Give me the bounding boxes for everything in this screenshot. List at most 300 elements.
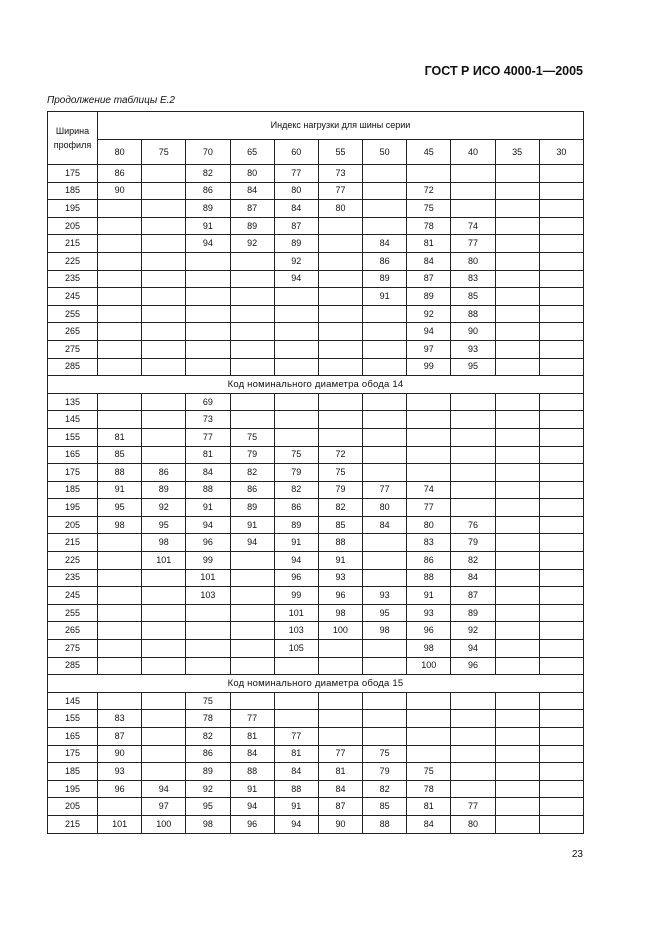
table-row xyxy=(48,516,584,534)
load-index-cell xyxy=(539,252,583,270)
load-index-cell: 82 xyxy=(363,780,407,798)
load-index-cell xyxy=(274,411,318,429)
load-index-cell: 89 xyxy=(274,235,318,253)
section-row xyxy=(48,376,584,394)
load-index-cell xyxy=(98,217,142,235)
load-index-cell xyxy=(451,710,495,728)
load-index-cell: 89 xyxy=(230,499,274,517)
load-index-cell: 87 xyxy=(407,270,451,288)
load-index-cell xyxy=(230,305,274,323)
load-index-cell xyxy=(495,499,539,517)
load-index-cell: 85 xyxy=(363,798,407,816)
load-index-cell xyxy=(539,728,583,746)
page-number: 23 xyxy=(571,849,583,860)
load-index-cell: 82 xyxy=(230,464,274,482)
load-index-cell: 82 xyxy=(318,499,362,517)
load-index-cell xyxy=(539,622,583,640)
load-index-cell: 87 xyxy=(274,217,318,235)
load-index-cell: 81 xyxy=(318,763,362,781)
load-index-cell xyxy=(142,165,186,183)
load-index-cell xyxy=(230,604,274,622)
load-index-cell: 82 xyxy=(186,165,230,183)
load-index-cell xyxy=(407,165,451,183)
load-index-cell: 79 xyxy=(451,534,495,552)
load-index-cell xyxy=(495,393,539,411)
series-header-cell: 45 xyxy=(407,139,451,164)
load-index-cell xyxy=(539,305,583,323)
series-header-row xyxy=(48,139,584,164)
table-caption: Продолжение таблицы Е.2 xyxy=(47,95,175,106)
load-index-cell: 80 xyxy=(274,182,318,200)
load-index-cell: 77 xyxy=(274,165,318,183)
load-index-cell xyxy=(142,728,186,746)
load-index-cell: 105 xyxy=(274,640,318,658)
load-index-cell xyxy=(142,217,186,235)
load-index-cell: 93 xyxy=(98,763,142,781)
load-index-cell xyxy=(363,323,407,341)
load-index-cell xyxy=(539,464,583,482)
load-index-cell xyxy=(539,780,583,798)
load-index-cell: 88 xyxy=(98,464,142,482)
profile-width-cell: 245 xyxy=(48,288,98,306)
load-index-cell xyxy=(539,393,583,411)
profile-width-cell: 285 xyxy=(48,657,98,675)
load-index-cell: 88 xyxy=(230,763,274,781)
load-index-cell: 72 xyxy=(318,446,362,464)
load-index-cell xyxy=(186,270,230,288)
load-index-cell: 99 xyxy=(274,587,318,605)
table-row xyxy=(48,200,584,218)
load-index-cell: 81 xyxy=(407,798,451,816)
load-index-cell: 88 xyxy=(451,305,495,323)
load-index-cell: 89 xyxy=(186,763,230,781)
load-index-cell: 86 xyxy=(186,182,230,200)
load-index-cell: 89 xyxy=(186,200,230,218)
load-index-cell xyxy=(363,710,407,728)
load-index-cell xyxy=(186,288,230,306)
table-row xyxy=(48,763,584,781)
profile-width-cell: 265 xyxy=(48,323,98,341)
profile-width-cell: 215 xyxy=(48,534,98,552)
load-index-cell: 73 xyxy=(186,411,230,429)
load-index-cell: 91 xyxy=(186,499,230,517)
load-index-cell: 95 xyxy=(186,798,230,816)
table-row xyxy=(48,587,584,605)
load-index-cell: 93 xyxy=(318,569,362,587)
profile-width-cell: 215 xyxy=(48,815,98,833)
load-index-cell: 91 xyxy=(274,798,318,816)
load-index-cell xyxy=(495,182,539,200)
load-index-cell: 92 xyxy=(451,622,495,640)
load-index-cell xyxy=(142,252,186,270)
load-index-cell xyxy=(495,446,539,464)
load-index-cell xyxy=(363,165,407,183)
load-index-cell xyxy=(318,358,362,376)
load-index-cell xyxy=(451,763,495,781)
load-index-cell xyxy=(539,165,583,183)
load-index-cell xyxy=(98,288,142,306)
table-row xyxy=(48,710,584,728)
table-row xyxy=(48,446,584,464)
table-row xyxy=(48,499,584,517)
load-index-cell xyxy=(539,340,583,358)
profile-width-cell: 185 xyxy=(48,182,98,200)
load-index-cell: 89 xyxy=(230,217,274,235)
load-index-cell: 72 xyxy=(407,182,451,200)
load-index-cell: 84 xyxy=(363,235,407,253)
load-index-cell: 81 xyxy=(186,446,230,464)
load-index-cell: 84 xyxy=(407,252,451,270)
load-index-cell xyxy=(363,358,407,376)
load-index-cell xyxy=(230,340,274,358)
load-index-cell: 87 xyxy=(451,587,495,605)
profile-width-cell: 195 xyxy=(48,200,98,218)
load-index-cell: 96 xyxy=(186,534,230,552)
load-index-cell xyxy=(363,393,407,411)
load-index-cell: 97 xyxy=(407,340,451,358)
load-index-cell xyxy=(539,358,583,376)
series-header-cell: 40 xyxy=(451,139,495,164)
table-row xyxy=(48,622,584,640)
load-index-cell: 79 xyxy=(274,464,318,482)
load-index-cell: 87 xyxy=(98,728,142,746)
load-index-cell: 77 xyxy=(274,728,318,746)
load-index-cell xyxy=(230,569,274,587)
profile-width-cell: 245 xyxy=(48,587,98,605)
load-index-cell xyxy=(142,411,186,429)
load-index-cell xyxy=(98,235,142,253)
load-index-cell xyxy=(230,270,274,288)
load-index-cell xyxy=(495,288,539,306)
profile-width-cell: 235 xyxy=(48,270,98,288)
load-index-cell xyxy=(539,569,583,587)
load-index-cell: 74 xyxy=(407,481,451,499)
load-index-cell xyxy=(539,481,583,499)
load-index-cell: 100 xyxy=(142,815,186,833)
load-index-cell xyxy=(363,428,407,446)
profile-width-cell: 285 xyxy=(48,358,98,376)
load-index-cell xyxy=(142,622,186,640)
load-index-cell: 75 xyxy=(186,692,230,710)
load-index-cell xyxy=(142,587,186,605)
load-index-cell: 93 xyxy=(451,340,495,358)
load-index-cell: 89 xyxy=(451,604,495,622)
load-index-cell xyxy=(363,411,407,429)
table-row xyxy=(48,252,584,270)
load-index-cell: 83 xyxy=(407,534,451,552)
load-index-cell xyxy=(495,428,539,446)
load-index-cell: 77 xyxy=(407,499,451,517)
load-index-cell xyxy=(451,411,495,429)
table-row xyxy=(48,815,584,833)
load-index-cell: 88 xyxy=(363,815,407,833)
load-index-cell xyxy=(495,235,539,253)
load-index-cell: 95 xyxy=(142,516,186,534)
load-index-cell: 74 xyxy=(451,217,495,235)
load-index-cell xyxy=(363,692,407,710)
load-index-cell xyxy=(539,587,583,605)
load-index-cell xyxy=(363,657,407,675)
load-index-cell: 82 xyxy=(186,728,230,746)
load-index-cell xyxy=(142,446,186,464)
load-index-cell xyxy=(142,393,186,411)
load-index-cell xyxy=(318,728,362,746)
load-index-cell xyxy=(230,657,274,675)
load-index-cell: 82 xyxy=(451,552,495,570)
table-row xyxy=(48,534,584,552)
profile-width-cell: 275 xyxy=(48,640,98,658)
load-index-cell xyxy=(363,217,407,235)
load-index-cell xyxy=(539,692,583,710)
load-index-cell: 94 xyxy=(274,815,318,833)
load-index-cell: 99 xyxy=(407,358,451,376)
load-index-cell xyxy=(495,165,539,183)
profile-width-cell: 185 xyxy=(48,481,98,499)
load-index-cell: 92 xyxy=(230,235,274,253)
load-index-cell xyxy=(98,252,142,270)
load-index-cell: 91 xyxy=(407,587,451,605)
load-index-cell xyxy=(230,622,274,640)
series-header-cell: 30 xyxy=(539,139,583,164)
load-index-cell xyxy=(495,657,539,675)
table-row xyxy=(48,640,584,658)
load-index-cell xyxy=(495,640,539,658)
table-row xyxy=(48,780,584,798)
load-index-cell: 79 xyxy=(363,763,407,781)
load-index-cell xyxy=(142,692,186,710)
load-index-cell xyxy=(142,569,186,587)
load-index-cell xyxy=(407,710,451,728)
load-index-cell xyxy=(98,200,142,218)
load-index-cell xyxy=(142,710,186,728)
load-index-cell: 75 xyxy=(363,745,407,763)
load-index-cell: 81 xyxy=(407,235,451,253)
load-index-cell xyxy=(186,340,230,358)
load-index-cell: 91 xyxy=(363,288,407,306)
load-index-cell xyxy=(230,323,274,341)
table-row xyxy=(48,428,584,446)
table-row xyxy=(48,165,584,183)
load-index-cell xyxy=(318,393,362,411)
table-row xyxy=(48,340,584,358)
load-index-cell xyxy=(451,464,495,482)
load-index-cell: 85 xyxy=(98,446,142,464)
load-index-cell xyxy=(186,305,230,323)
profile-width-cell: 215 xyxy=(48,235,98,253)
load-index-cell xyxy=(230,692,274,710)
load-index-cell: 86 xyxy=(230,481,274,499)
load-index-cell xyxy=(539,217,583,235)
load-index-cell xyxy=(274,305,318,323)
series-header-cell: 70 xyxy=(186,139,230,164)
load-index-cell xyxy=(407,393,451,411)
load-index-cell: 81 xyxy=(98,428,142,446)
load-index-cell xyxy=(230,587,274,605)
load-index-cell: 80 xyxy=(318,200,362,218)
profile-width-cell: 195 xyxy=(48,780,98,798)
load-index-cell: 94 xyxy=(230,534,274,552)
load-index-cell xyxy=(539,604,583,622)
table-row xyxy=(48,217,584,235)
load-index-cell: 85 xyxy=(318,516,362,534)
load-index-cell: 101 xyxy=(142,552,186,570)
load-index-cell: 96 xyxy=(407,622,451,640)
load-index-cell xyxy=(495,763,539,781)
load-index-cell: 103 xyxy=(186,587,230,605)
load-index-cell xyxy=(98,587,142,605)
load-index-cell: 90 xyxy=(98,182,142,200)
load-index-cell: 75 xyxy=(274,446,318,464)
section-row xyxy=(48,675,584,693)
table-row xyxy=(48,411,584,429)
load-index-cell xyxy=(495,728,539,746)
load-index-cell: 80 xyxy=(230,165,274,183)
load-index-cell: 80 xyxy=(407,516,451,534)
profile-width-cell: 185 xyxy=(48,763,98,781)
load-index-cell xyxy=(98,323,142,341)
load-index-cell xyxy=(318,270,362,288)
load-index-cell xyxy=(142,745,186,763)
table-row xyxy=(48,393,584,411)
load-index-cell xyxy=(495,252,539,270)
load-index-cell xyxy=(495,798,539,816)
profile-width-cell: 175 xyxy=(48,165,98,183)
load-index-cell: 95 xyxy=(98,499,142,517)
load-index-cell: 78 xyxy=(407,780,451,798)
load-index-cell: 75 xyxy=(230,428,274,446)
load-index-cell xyxy=(495,340,539,358)
profile-width-cell: 155 xyxy=(48,428,98,446)
load-index-cell xyxy=(318,657,362,675)
table-row xyxy=(48,692,584,710)
load-index-cell: 78 xyxy=(186,710,230,728)
table-row xyxy=(48,745,584,763)
load-index-cell: 98 xyxy=(363,622,407,640)
load-index-cell xyxy=(142,428,186,446)
load-index-cell xyxy=(274,710,318,728)
load-index-cell xyxy=(539,446,583,464)
load-index-cell: 93 xyxy=(407,604,451,622)
load-index-cell xyxy=(186,657,230,675)
load-index-cell xyxy=(495,305,539,323)
load-index-cell xyxy=(363,200,407,218)
load-index-cell: 77 xyxy=(318,745,362,763)
load-index-table xyxy=(47,111,584,834)
load-index-cell: 84 xyxy=(230,745,274,763)
load-index-cell: 79 xyxy=(230,446,274,464)
load-index-cell xyxy=(363,340,407,358)
load-index-cell xyxy=(318,411,362,429)
load-index-cell xyxy=(186,604,230,622)
table-row xyxy=(48,235,584,253)
load-index-cell xyxy=(451,692,495,710)
load-index-cell xyxy=(98,622,142,640)
load-index-cell: 84 xyxy=(407,815,451,833)
load-index-cell xyxy=(539,235,583,253)
load-index-cell xyxy=(318,235,362,253)
load-index-cell xyxy=(407,411,451,429)
series-header-cell: 55 xyxy=(318,139,362,164)
load-index-cell xyxy=(451,499,495,517)
series-header-cell: 50 xyxy=(363,139,407,164)
load-index-cell: 95 xyxy=(451,358,495,376)
load-index-cell xyxy=(407,728,451,746)
load-index-cell: 90 xyxy=(318,815,362,833)
width-column-header xyxy=(48,112,98,165)
load-index-cell: 88 xyxy=(186,481,230,499)
load-index-cell xyxy=(186,622,230,640)
load-index-cell: 77 xyxy=(451,798,495,816)
load-index-cell xyxy=(451,481,495,499)
load-index-cell xyxy=(230,288,274,306)
profile-width-cell: 235 xyxy=(48,569,98,587)
load-index-cell: 77 xyxy=(451,235,495,253)
load-index-cell xyxy=(451,200,495,218)
load-index-cell xyxy=(539,534,583,552)
load-index-cell: 77 xyxy=(363,481,407,499)
table-row xyxy=(48,323,584,341)
load-index-cell xyxy=(451,428,495,446)
load-index-cell: 88 xyxy=(407,569,451,587)
profile-width-cell: 175 xyxy=(48,745,98,763)
load-index-cell xyxy=(539,499,583,517)
load-index-cell: 88 xyxy=(318,534,362,552)
load-index-cell: 84 xyxy=(318,780,362,798)
load-index-cell xyxy=(407,428,451,446)
load-index-cell xyxy=(98,534,142,552)
load-index-cell: 84 xyxy=(451,569,495,587)
load-index-cell xyxy=(186,358,230,376)
load-index-cell xyxy=(230,393,274,411)
load-index-cell: 75 xyxy=(407,200,451,218)
load-index-cell xyxy=(274,288,318,306)
load-index-cell xyxy=(539,798,583,816)
load-index-cell xyxy=(363,464,407,482)
table-header xyxy=(48,112,584,165)
load-index-cell xyxy=(495,622,539,640)
load-index-cell: 81 xyxy=(274,745,318,763)
load-index-cell: 77 xyxy=(186,428,230,446)
load-index-cell: 94 xyxy=(230,798,274,816)
load-index-cell xyxy=(407,692,451,710)
table-row xyxy=(48,270,584,288)
load-index-cell: 95 xyxy=(363,604,407,622)
load-index-cell xyxy=(142,200,186,218)
load-index-cell: 90 xyxy=(98,745,142,763)
load-index-cell xyxy=(98,340,142,358)
load-index-cell xyxy=(142,323,186,341)
load-index-cell xyxy=(318,640,362,658)
load-index-cell xyxy=(495,464,539,482)
load-index-cell xyxy=(495,270,539,288)
load-index-cell: 81 xyxy=(230,728,274,746)
load-index-cell xyxy=(274,657,318,675)
load-index-cell xyxy=(363,552,407,570)
load-index-cell xyxy=(495,587,539,605)
load-index-cell: 92 xyxy=(274,252,318,270)
load-index-cell xyxy=(363,640,407,658)
profile-width-cell: 205 xyxy=(48,217,98,235)
load-index-cell xyxy=(495,323,539,341)
load-index-cell: 88 xyxy=(274,780,318,798)
load-index-cell xyxy=(230,640,274,658)
load-index-cell: 98 xyxy=(98,516,142,534)
table-row xyxy=(48,182,584,200)
load-index-cell: 96 xyxy=(274,569,318,587)
load-index-cell: 77 xyxy=(318,182,362,200)
load-index-cell xyxy=(407,745,451,763)
load-index-cell xyxy=(98,393,142,411)
